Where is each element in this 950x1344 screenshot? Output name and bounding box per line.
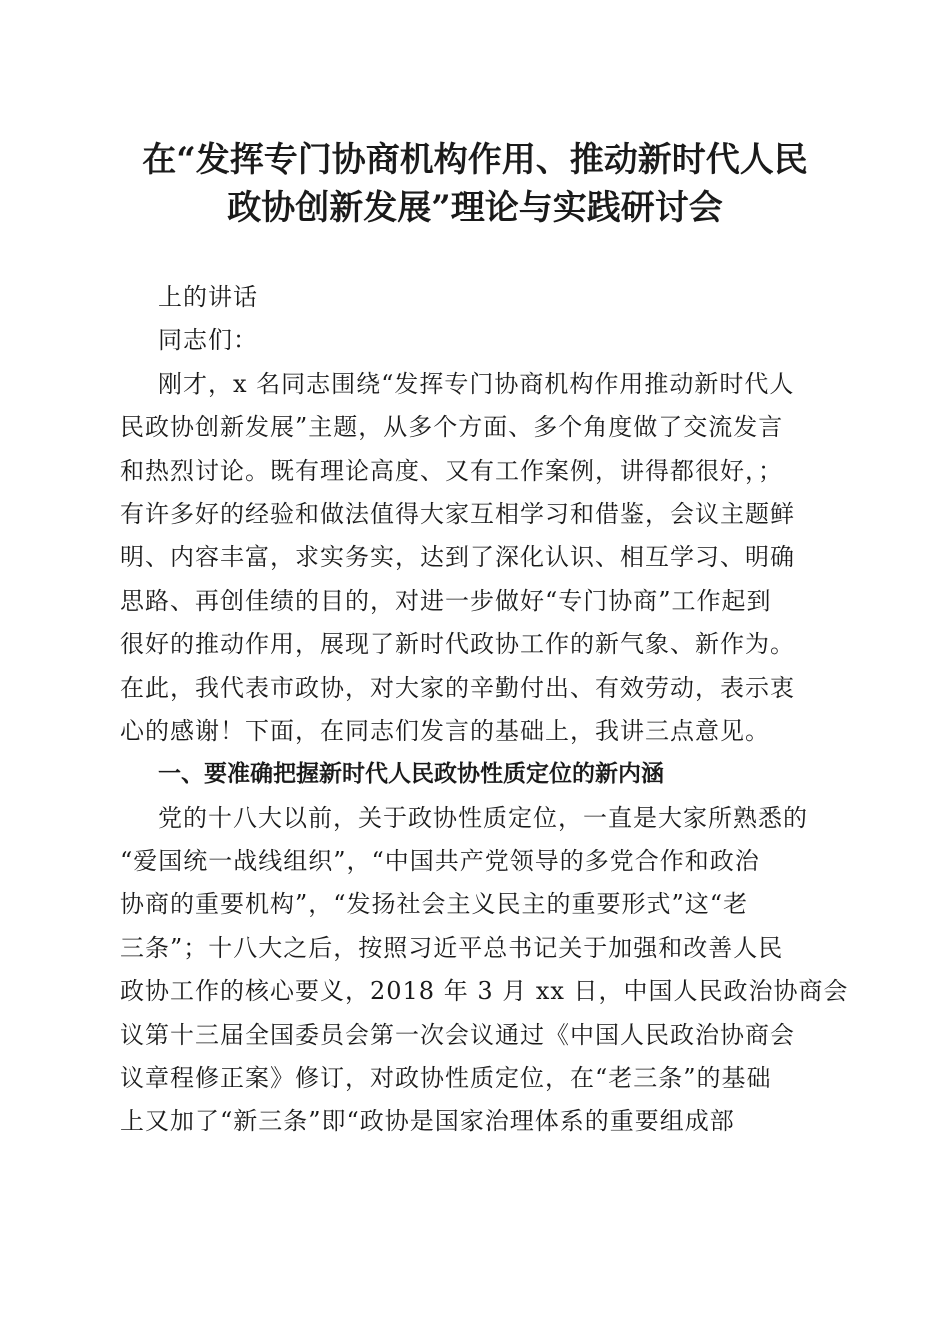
paragraph-line: 党的十八大以前，关于政协性质定位，一直是大家所熟悉的: [158, 803, 808, 832]
paragraph-line: 思路、再创佳绩的目的，对进一步做好“专门协商”工作起到: [120, 586, 772, 615]
paragraph-line: 很好的推动作用，展现了新时代政协工作的新气象、新作为。: [120, 630, 795, 659]
salutation: 同志们：: [158, 326, 258, 355]
document-title: [100, 136, 850, 232]
document-body: [120, 276, 849, 1144]
paragraph-line: 明、内容丰富，求实务实，达到了深化认识、相互学习、明确: [120, 543, 795, 572]
paragraph-line: 民政协创新发展”主题，从多个方面、多个角度做了交流发言: [120, 413, 784, 442]
paragraph-line: 上又加了“新三条”即“政协是国家治理体系的重要组成部: [120, 1107, 735, 1136]
paragraph-line: 和热烈讨论。既有理论高度、又有工作案例，讲得都很好，；: [120, 456, 783, 485]
subtitle: 上的讲话: [158, 283, 258, 311]
section-heading-1: 一、要准确把握新时代人民政协性质定位的新内涵: [158, 761, 664, 788]
paragraph-intro: [120, 363, 830, 754]
paragraph-line: 议章程修正案》修订，对政协性质定位，在“老三条”的基础: [120, 1064, 772, 1093]
paragraph-line: “爱国统一战线组织”，“中国共产党领导的多党合作和政治: [120, 847, 760, 876]
paragraph-line: 三条”；十八大之后，按照习近平总书记关于加强和改善人民: [120, 933, 784, 962]
title-line-1: 在“发挥专门协商机构作用、推动新时代人民: [142, 140, 808, 180]
paragraph-line: 政协工作的核心要义，2018 年 3 月 xx 日，中国人民政治协商会: [120, 977, 849, 1006]
paragraph-line: 刚才，x 名同志围绕“发挥专门协商机构作用推动新时代人: [158, 369, 795, 398]
paragraph-line: 协商的重要机构”，“发扬社会主义民主的重要形式”这“老: [120, 890, 749, 919]
paragraph-line: 议第十三届全国委员会第一次会议通过《中国人民政治协商会: [120, 1020, 795, 1049]
paragraph-line: 心的感谢！下面，在同志们发言的基础上，我讲三点意见。: [120, 716, 770, 745]
paragraph-section-1: [120, 797, 849, 1144]
title-line-2: 政协创新发展”理论与实践研讨会: [227, 188, 723, 228]
paragraph-line: 有许多好的经验和做法值得大家互相学习和借鉴，会议主题鲜: [120, 499, 795, 528]
paragraph-line: 在此，我代表市政协，对大家的辛勤付出、有效劳动，表示衷: [120, 673, 795, 702]
